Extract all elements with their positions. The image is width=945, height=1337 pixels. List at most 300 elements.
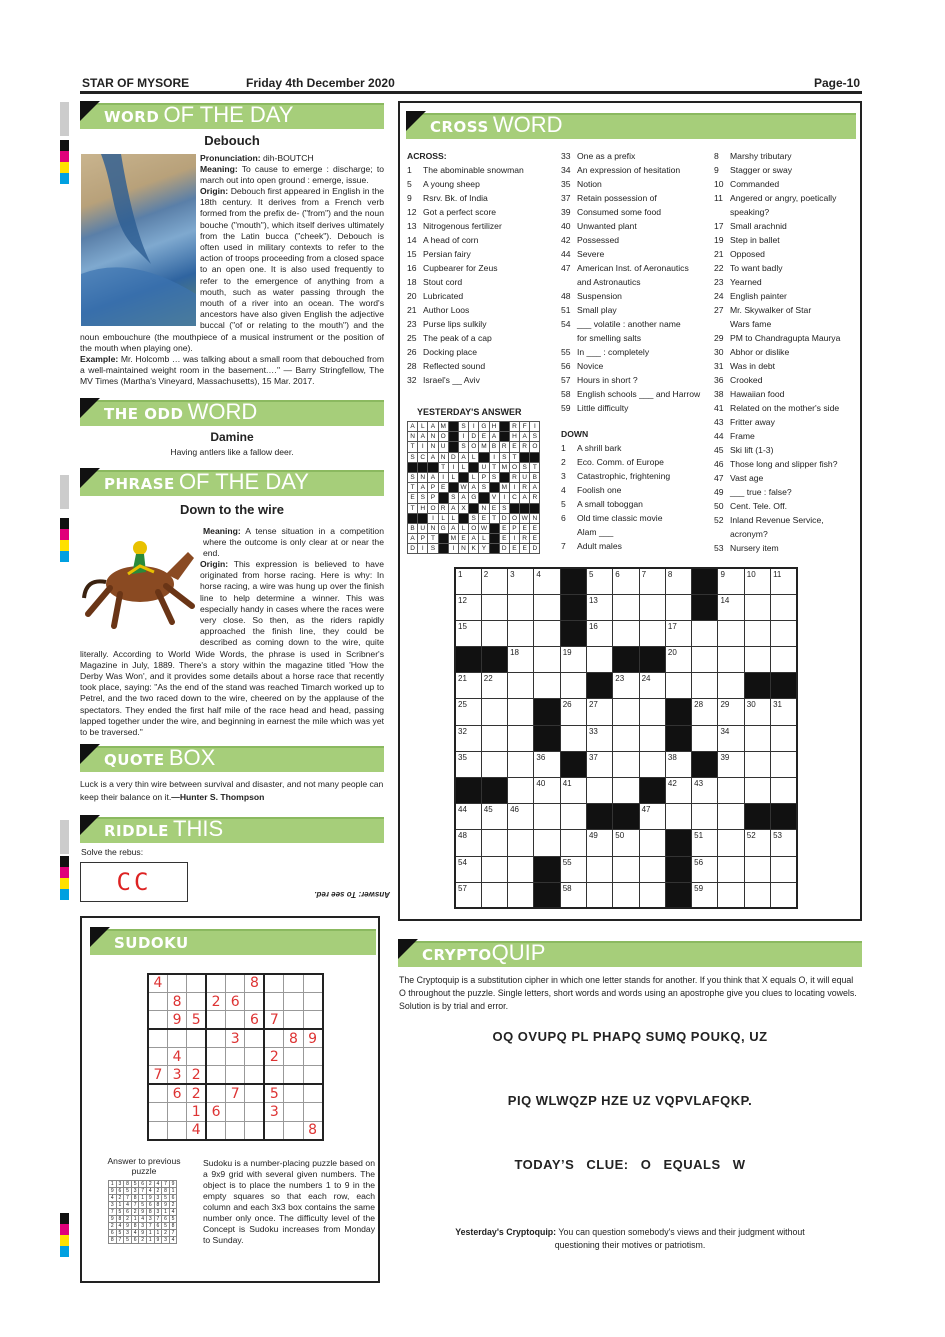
- sudoku-cell[interactable]: [284, 992, 303, 1010]
- answer-cell: V: [489, 493, 499, 503]
- crossword-cell[interactable]: 5: [586, 568, 612, 594]
- sudoku-cell[interactable]: [206, 1029, 225, 1047]
- sudoku-cell[interactable]: [284, 1121, 303, 1139]
- sudoku-cell[interactable]: [226, 1103, 245, 1121]
- crossword-cell[interactable]: [508, 882, 534, 908]
- clue-item: 59 Little difficulty: [561, 403, 629, 413]
- crossword-cell[interactable]: [481, 751, 507, 777]
- clue-item: 54 ___ volatile : another name: [561, 319, 681, 329]
- answer-cell: [418, 462, 428, 472]
- crossword-cell[interactable]: 9: [718, 568, 744, 594]
- crossword-cell[interactable]: 56: [692, 856, 718, 882]
- sudoku-cell[interactable]: [148, 1084, 167, 1102]
- crossword-cell[interactable]: [639, 725, 665, 751]
- sudoku-cell[interactable]: [245, 1121, 264, 1139]
- crossword-cell[interactable]: 32: [455, 725, 481, 751]
- sudoku-cell[interactable]: [206, 1066, 225, 1084]
- crossword-cell[interactable]: 45: [481, 804, 507, 830]
- crossword-cell[interactable]: [586, 856, 612, 882]
- answer-cell: 4: [139, 1216, 147, 1223]
- answer-cell: K: [469, 544, 479, 554]
- clue-item: 30 Abhor or dislike: [714, 347, 790, 357]
- answer-cell: E: [530, 523, 540, 533]
- crossword-cell[interactable]: 26: [560, 699, 586, 725]
- answer-cell: [530, 452, 540, 462]
- sudoku-cell[interactable]: [206, 974, 225, 992]
- crossword-cell[interactable]: 48: [455, 830, 481, 856]
- answer-cell: 8: [131, 1195, 139, 1202]
- sudoku-cell[interactable]: [226, 974, 245, 992]
- answer-cell: A: [469, 534, 479, 544]
- answer-cell: [489, 534, 499, 544]
- sudoku-cell[interactable]: [187, 992, 206, 1010]
- crossword-cell[interactable]: [665, 804, 691, 830]
- crossword-cell[interactable]: 30: [744, 699, 770, 725]
- crossword-cell[interactable]: 19: [560, 647, 586, 673]
- crossword-cell[interactable]: [744, 778, 770, 804]
- clue-item: 25 The peak of a cap: [407, 333, 492, 343]
- sudoku-cell[interactable]: [264, 974, 283, 992]
- crossword-cell[interactable]: [718, 830, 744, 856]
- crossword-cell[interactable]: 6: [613, 568, 639, 594]
- sudoku-cell[interactable]: [284, 1066, 303, 1084]
- crossword-cell[interactable]: 59: [692, 882, 718, 908]
- sudoku-cell: 6: [167, 1084, 186, 1102]
- clue-item: 16 Cupbearer for Zeus: [407, 263, 498, 273]
- crossword-cell[interactable]: 41: [560, 778, 586, 804]
- sudoku-cell[interactable]: [226, 1048, 245, 1066]
- crossword-cell[interactable]: 20: [665, 647, 691, 673]
- crossword-cell: [665, 856, 691, 882]
- clue-item: 10 Commanded: [714, 179, 780, 189]
- crossword-cell[interactable]: [692, 647, 718, 673]
- answer-cell: M: [499, 462, 509, 472]
- crossword-cell[interactable]: 25: [455, 699, 481, 725]
- crossword-cell[interactable]: [508, 699, 534, 725]
- crossword-cell[interactable]: [534, 594, 560, 620]
- answer-cell: 6: [124, 1209, 132, 1216]
- crossword-cell[interactable]: 15: [455, 620, 481, 646]
- crossword-cell[interactable]: [744, 751, 770, 777]
- answer-cell: 6: [169, 1195, 177, 1202]
- crossword-cell[interactable]: 2: [481, 568, 507, 594]
- crossword-cell[interactable]: 52: [744, 830, 770, 856]
- sudoku-cell[interactable]: [148, 1048, 167, 1066]
- answer-cell: 5: [116, 1230, 124, 1237]
- crossword-cell[interactable]: [534, 830, 560, 856]
- riddle-rebus: CC: [80, 862, 188, 902]
- sudoku-cell[interactable]: [148, 1011, 167, 1029]
- sudoku-grid[interactable]: [147, 973, 324, 1141]
- answer-cell: 4: [116, 1223, 124, 1230]
- sudoku-cell[interactable]: [148, 992, 167, 1010]
- answer-cell: 4: [109, 1195, 117, 1202]
- sudoku-cell[interactable]: [303, 1011, 322, 1029]
- crossword-cell[interactable]: [613, 594, 639, 620]
- crossword-cell[interactable]: [586, 647, 612, 673]
- crossword-cell[interactable]: [744, 725, 770, 751]
- answer-cell: E: [479, 513, 489, 523]
- crossword-cell[interactable]: [771, 882, 797, 908]
- answer-cell: 4: [131, 1230, 139, 1237]
- sudoku-cell[interactable]: [284, 1103, 303, 1121]
- answer-cell: 2: [146, 1181, 154, 1188]
- crossword-cell[interactable]: [771, 751, 797, 777]
- wotd-word: Debouch: [204, 133, 260, 148]
- crossword-cell[interactable]: 23: [613, 673, 639, 699]
- sudoku-cell[interactable]: [303, 1066, 322, 1084]
- quote-author: —Hunter S. Thompson: [171, 792, 265, 802]
- crossword-cell[interactable]: 39: [718, 751, 744, 777]
- odd-word-def: Having antlers like a fallow deer.: [170, 447, 294, 457]
- crossword-cell[interactable]: [613, 856, 639, 882]
- crossword-cell[interactable]: [718, 647, 744, 673]
- crossword-cell[interactable]: 12: [455, 594, 481, 620]
- answer-cell: U: [520, 472, 530, 482]
- crossword-cell[interactable]: [771, 778, 797, 804]
- sudoku-cell[interactable]: [303, 1048, 322, 1066]
- crossword-cell[interactable]: [508, 751, 534, 777]
- crossword-cell[interactable]: 33: [586, 725, 612, 751]
- answer-cell: A: [428, 452, 438, 462]
- potd-meaning: A tense situation in a competition where the outcome is only clear at or near the end.: [203, 526, 384, 559]
- crossword-cell[interactable]: 37: [586, 751, 612, 777]
- crossword-cell[interactable]: 24: [639, 673, 665, 699]
- crossword-cell[interactable]: [744, 882, 770, 908]
- sudoku-cell[interactable]: [206, 1048, 225, 1066]
- crossword-cell[interactable]: 53: [771, 830, 797, 856]
- answer-cell: [448, 422, 458, 432]
- crossword-cell[interactable]: [718, 804, 744, 830]
- clue-item: 48 Suspension: [561, 291, 622, 301]
- yesterday-answer-grid: [407, 421, 540, 554]
- crossword-cell[interactable]: 4: [534, 568, 560, 594]
- crossword-cell[interactable]: 17: [665, 620, 691, 646]
- crossword-cell[interactable]: [744, 647, 770, 673]
- crossword-cell[interactable]: [771, 620, 797, 646]
- crossword-cell[interactable]: 18: [508, 647, 534, 673]
- crossword-cell[interactable]: 35: [455, 751, 481, 777]
- crossword-cell[interactable]: 10: [744, 568, 770, 594]
- crossword-cell[interactable]: 38: [665, 751, 691, 777]
- crossword-cell[interactable]: 46: [508, 804, 534, 830]
- crossword-cell[interactable]: [508, 856, 534, 882]
- crossword-cell[interactable]: [560, 673, 586, 699]
- crossword-cell[interactable]: [744, 856, 770, 882]
- clue-item: 14 A head of corn: [407, 235, 479, 245]
- clue-item: 31 Was in debt: [714, 361, 776, 371]
- crossword-cell[interactable]: [718, 856, 744, 882]
- answer-cell: S: [499, 452, 509, 462]
- crossword-cell[interactable]: [508, 830, 534, 856]
- crossword-cell[interactable]: [508, 594, 534, 620]
- crossword-cell[interactable]: [481, 725, 507, 751]
- answer-cell: L: [479, 534, 489, 544]
- answer-cell: 5: [116, 1209, 124, 1216]
- clue-item: 58 English schools ___ and Harrow: [561, 389, 701, 399]
- crossword-cell[interactable]: [560, 725, 586, 751]
- crossword-cell: [534, 882, 560, 908]
- sudoku-cell[interactable]: [187, 974, 206, 992]
- answer-cell: 9: [109, 1216, 117, 1223]
- crossword-cell[interactable]: 43: [692, 778, 718, 804]
- clue-item: 9 Stagger or sway: [714, 165, 793, 175]
- clue-item: 23 Purse lips sulkily: [407, 319, 487, 329]
- crossword-cell[interactable]: [692, 673, 718, 699]
- crossword-cell: [560, 620, 586, 646]
- crossword-cell[interactable]: [613, 699, 639, 725]
- answer-cell: W: [458, 483, 468, 493]
- crossword-cell[interactable]: [692, 804, 718, 830]
- crossword-cell[interactable]: [613, 882, 639, 908]
- sudoku-cell[interactable]: [264, 1029, 283, 1047]
- sudoku-answer-grid: [108, 1180, 177, 1244]
- clue-item: 13 Nitrogenous fertilizer: [407, 221, 502, 231]
- sudoku-cell: 9: [303, 1029, 322, 1047]
- sudoku-cell[interactable]: [148, 1121, 167, 1139]
- answer-cell: 9: [154, 1237, 162, 1244]
- crossword-cell[interactable]: [718, 620, 744, 646]
- sudoku-cell[interactable]: [167, 1103, 186, 1121]
- answer-cell: 8: [162, 1188, 170, 1195]
- crossword-cell[interactable]: [481, 856, 507, 882]
- sudoku-cell[interactable]: [206, 1084, 225, 1102]
- crossword-cell[interactable]: [718, 778, 744, 804]
- answer-cell: M: [479, 442, 489, 452]
- crossword-cell[interactable]: [534, 647, 560, 673]
- sudoku-cell[interactable]: [167, 974, 186, 992]
- crossword-cell[interactable]: [718, 673, 744, 699]
- crossword-cell[interactable]: 58: [560, 882, 586, 908]
- down-heading: DOWN: [561, 429, 589, 439]
- crossword-cell: [481, 647, 507, 673]
- crossword-cell[interactable]: [665, 673, 691, 699]
- clue-item: for smelling salts: [577, 333, 641, 343]
- crossword-cell[interactable]: 44: [455, 804, 481, 830]
- sudoku-cell[interactable]: [245, 1066, 264, 1084]
- crossword-cell[interactable]: [534, 620, 560, 646]
- clue-item: 9 Rsrv. Bk. of India: [407, 193, 488, 203]
- crossword-cell[interactable]: [613, 778, 639, 804]
- crossword-cell[interactable]: 40: [534, 778, 560, 804]
- crossword-cell[interactable]: 51: [692, 830, 718, 856]
- sudoku-cell[interactable]: [187, 1048, 206, 1066]
- crossword-cell[interactable]: 27: [586, 699, 612, 725]
- crossword-cell[interactable]: [586, 882, 612, 908]
- sudoku-cell[interactable]: [284, 974, 303, 992]
- answer-cell: I: [418, 442, 428, 452]
- crossword-cell[interactable]: [665, 594, 691, 620]
- crossword-cell: [613, 804, 639, 830]
- crossword-cell[interactable]: [481, 882, 507, 908]
- sudoku-cell: 8: [284, 1029, 303, 1047]
- sudoku-cell[interactable]: [245, 1103, 264, 1121]
- crossword-cell[interactable]: 11: [771, 568, 797, 594]
- answer-cell: I: [428, 513, 438, 523]
- crossword-cell[interactable]: [613, 751, 639, 777]
- crossword-cell[interactable]: [613, 725, 639, 751]
- sudoku-cell[interactable]: [148, 1029, 167, 1047]
- answer-cell: B: [489, 442, 499, 452]
- answer-cell: I: [418, 544, 428, 554]
- crossword-cell[interactable]: 47: [639, 804, 665, 830]
- crossword-cell[interactable]: 13: [586, 594, 612, 620]
- sudoku-cell[interactable]: [206, 1011, 225, 1029]
- sudoku-cell[interactable]: [226, 1011, 245, 1029]
- answer-cell: I: [489, 452, 499, 462]
- crossword-cell[interactable]: [639, 594, 665, 620]
- crossword-cell[interactable]: 1: [455, 568, 481, 594]
- crossword-cell[interactable]: [744, 620, 770, 646]
- sudoku-cell[interactable]: [167, 1029, 186, 1047]
- crossword-cell[interactable]: 34: [718, 725, 744, 751]
- sudoku-cell[interactable]: [264, 1066, 283, 1084]
- crossword-cell[interactable]: 49: [586, 830, 612, 856]
- crossword-cell[interactable]: [481, 699, 507, 725]
- crossword-cell[interactable]: 21: [455, 673, 481, 699]
- wotd-meaning: To cause to emerge : discharge; to march out into open ground : emerge, issue.: [200, 164, 385, 186]
- crossword-cell[interactable]: [481, 830, 507, 856]
- crossword-cell[interactable]: [639, 699, 665, 725]
- crossword-cell[interactable]: [639, 882, 665, 908]
- sudoku-cell[interactable]: [264, 1121, 283, 1139]
- sudoku-cell[interactable]: [226, 1121, 245, 1139]
- crossword-grid[interactable]: [454, 567, 798, 909]
- crossword-cell[interactable]: [508, 778, 534, 804]
- sudoku-cell[interactable]: [303, 974, 322, 992]
- page-number: Page-10: [813, 76, 860, 90]
- sudoku-cell[interactable]: [187, 1029, 206, 1047]
- answer-cell: 4: [146, 1188, 154, 1195]
- crossword-cell[interactable]: [481, 594, 507, 620]
- answer-cell: G: [438, 523, 448, 533]
- crossword-cell[interactable]: [639, 751, 665, 777]
- crossword-cell[interactable]: [586, 778, 612, 804]
- sudoku-cell[interactable]: [303, 1084, 322, 1102]
- crossword-cell[interactable]: 8: [665, 568, 691, 594]
- answer-cell: E: [408, 493, 418, 503]
- crossword-cell[interactable]: 16: [586, 620, 612, 646]
- answer-cell: T: [408, 442, 418, 452]
- sudoku-cell[interactable]: [148, 1103, 167, 1121]
- crossword-cell[interactable]: [639, 830, 665, 856]
- crossword-cell[interactable]: 55: [560, 856, 586, 882]
- crossword-cell[interactable]: [771, 856, 797, 882]
- crossword-cell: [771, 804, 797, 830]
- sudoku-cell[interactable]: [303, 992, 322, 1010]
- sudoku-cell[interactable]: [245, 992, 264, 1010]
- sudoku-cell[interactable]: [303, 1103, 322, 1121]
- sudoku-cell[interactable]: [284, 1011, 303, 1029]
- sudoku-cell[interactable]: [245, 1048, 264, 1066]
- crossword-cell[interactable]: [744, 594, 770, 620]
- crossword-cell[interactable]: 28: [692, 699, 718, 725]
- clue-item: 18 Stout cord: [407, 277, 463, 287]
- answer-cell: 9: [169, 1181, 177, 1188]
- sudoku-cell[interactable]: [245, 1084, 264, 1102]
- crossword-cell[interactable]: 7: [639, 568, 665, 594]
- crossword-cell[interactable]: 36: [534, 751, 560, 777]
- potd-origin: This expression is believed to have originated from horse racing. Here is why: In horse racing, a wire was hung up over the finish line to help determine a winner. This was especially handy in cases where the races were very close. So then, as the riders rapidly approached the finish line, they could be described as coming down to the wire, quite literally.: [80, 559, 384, 659]
- clue-item: 40 Unwanted plant: [561, 221, 637, 231]
- crossword-cell[interactable]: [613, 620, 639, 646]
- sudoku-cell[interactable]: [245, 1029, 264, 1047]
- sudoku-cell[interactable]: [206, 1121, 225, 1139]
- crossword-cell[interactable]: 50: [613, 830, 639, 856]
- crossword-cell[interactable]: [508, 725, 534, 751]
- odd-word: Damine: [210, 430, 254, 444]
- crossword-cell[interactable]: [771, 594, 797, 620]
- crossword-cell[interactable]: [639, 620, 665, 646]
- crossword-cell[interactable]: [771, 647, 797, 673]
- sudoku-cell: 6: [245, 1011, 264, 1029]
- crossword-cell[interactable]: 14: [718, 594, 744, 620]
- crossword-cell[interactable]: 29: [718, 699, 744, 725]
- sudoku-cell[interactable]: [167, 1121, 186, 1139]
- register-strip: [60, 820, 69, 854]
- sudoku-cell: 4: [148, 974, 167, 992]
- odd-word-banner: THE ODD WORD: [80, 400, 384, 426]
- crossword-cell: [560, 594, 586, 620]
- answer-cell: [408, 462, 418, 472]
- crossword-cell[interactable]: [692, 725, 718, 751]
- sudoku-cell[interactable]: [226, 1066, 245, 1084]
- crossword-cell[interactable]: [639, 856, 665, 882]
- clue-item: 23 Yearned: [714, 277, 762, 287]
- answer-cell: S: [428, 544, 438, 554]
- answer-cell: 5: [169, 1216, 177, 1223]
- sudoku-answer-label: Answer to previous puzzle: [107, 1156, 181, 1176]
- answer-cell: I: [499, 493, 509, 503]
- answer-cell: A: [489, 432, 499, 442]
- crossword-cell[interactable]: 22: [481, 673, 507, 699]
- clue-item: 35 Notion: [561, 179, 602, 189]
- sudoku-cell[interactable]: [264, 992, 283, 1010]
- crossword-cell[interactable]: 42: [665, 778, 691, 804]
- sudoku-cell[interactable]: [284, 1084, 303, 1102]
- answer-cell: 1: [109, 1181, 117, 1188]
- crossword-cell[interactable]: [692, 620, 718, 646]
- crossword-cell[interactable]: 57: [455, 882, 481, 908]
- answer-cell: [520, 503, 530, 513]
- answer-cell: W: [520, 513, 530, 523]
- answer-cell: G: [469, 493, 479, 503]
- crossword-cell[interactable]: [771, 725, 797, 751]
- answer-cell: [499, 472, 509, 482]
- sudoku-cell[interactable]: [284, 1048, 303, 1066]
- crossword-cell[interactable]: [534, 804, 560, 830]
- crossword-cell[interactable]: [560, 804, 586, 830]
- across-heading: ACROSS:: [407, 151, 447, 161]
- answer-cell: 5: [131, 1181, 139, 1188]
- answer-cell: N: [479, 503, 489, 513]
- crossword-cell[interactable]: 31: [771, 699, 797, 725]
- sudoku-cell: 7: [148, 1066, 167, 1084]
- answer-cell: I: [509, 534, 519, 544]
- crossword-cell[interactable]: [481, 620, 507, 646]
- crossword-cell[interactable]: [534, 673, 560, 699]
- crossword-cell[interactable]: [560, 830, 586, 856]
- crossword-cell[interactable]: 3: [508, 568, 534, 594]
- crossword-cell[interactable]: [508, 673, 534, 699]
- crossword-cell[interactable]: [718, 882, 744, 908]
- answer-cell: 9: [139, 1230, 147, 1237]
- answer-cell: [438, 544, 448, 554]
- sudoku-cell: 8: [303, 1121, 322, 1139]
- crossword-cell[interactable]: 54: [455, 856, 481, 882]
- crossword-cell: [560, 751, 586, 777]
- crossword-cell[interactable]: [508, 620, 534, 646]
